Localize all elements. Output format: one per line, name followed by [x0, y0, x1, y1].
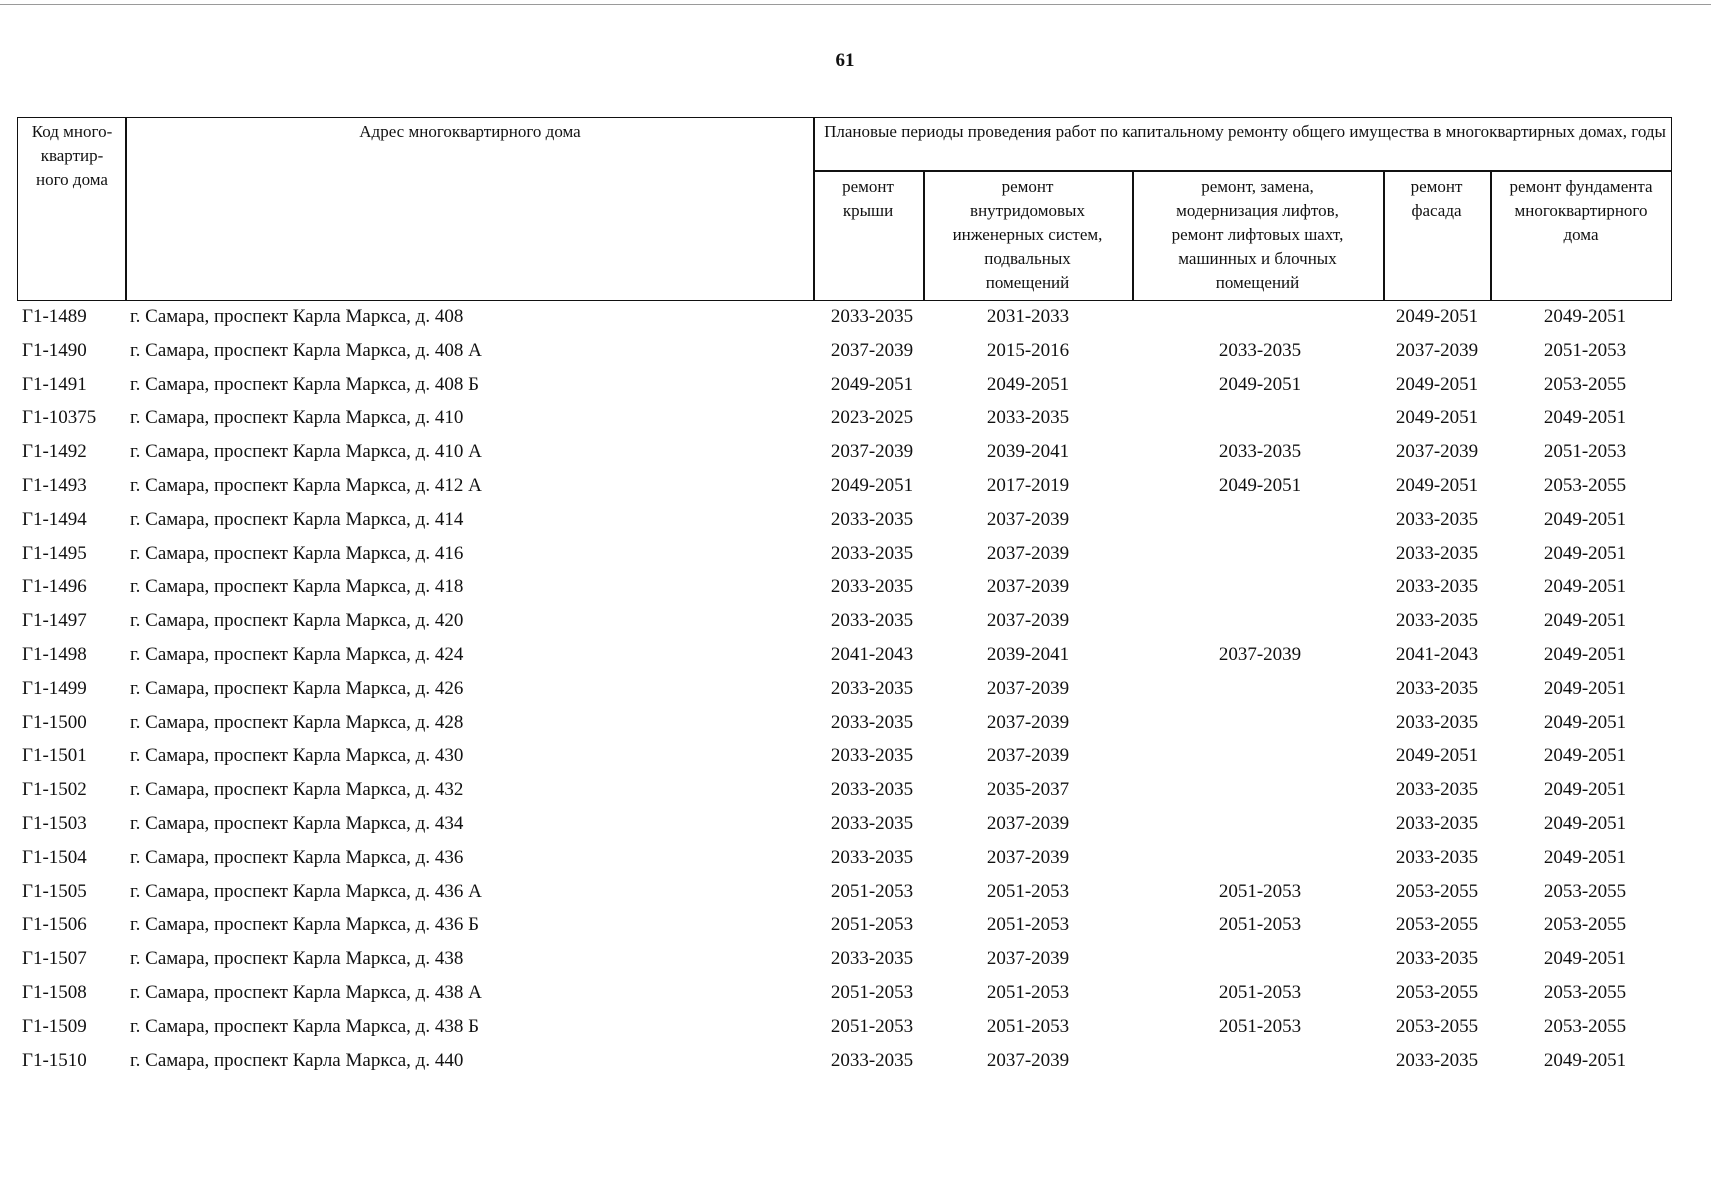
cell-facade: 2033-2035	[1395, 711, 1479, 733]
cell-roof: 2033-2035	[830, 610, 914, 632]
cell-code: Г1-1499	[22, 677, 87, 699]
cell-code: Г1-1508	[22, 982, 87, 1003]
table-row	[0, 469, 1711, 503]
cell-lifts: 2037-2039	[1218, 644, 1302, 665]
table-row	[0, 537, 1711, 571]
cell-address: г. Самара, проспект Карла Маркса, д. 436 А	[130, 880, 482, 902]
cell-foundation: 2049-2051	[1543, 508, 1627, 530]
cell-engineering: 2037-2039	[986, 846, 1070, 868]
cell-facade: 2053-2055	[1395, 982, 1479, 1003]
cell-engineering: 2037-2039	[986, 948, 1070, 970]
cell-roof: 2033-2035	[830, 846, 914, 868]
table-row	[0, 908, 1711, 942]
cell-facade: 2049-2051	[1395, 407, 1479, 429]
cell-facade: 2053-2055	[1395, 914, 1479, 936]
cell-foundation: 2053-2055	[1543, 880, 1627, 902]
cell-address: г. Самара, проспект Карла Маркса, д. 416	[130, 542, 464, 564]
cell-engineering: 2033-2035	[986, 407, 1070, 429]
header-lifts: ремонт, замена, модернизация лифтов, ремонт лифтовых шахт, машинных и блочных помещений	[1171, 177, 1344, 292]
column-divider	[125, 117, 127, 301]
cell-facade: 2033-2035	[1395, 508, 1479, 530]
cell-code: Г1-10375	[22, 407, 97, 429]
table-row	[0, 570, 1711, 604]
cell-foundation: 2051-2053	[1543, 339, 1627, 361]
cell-roof: 2033-2035	[830, 779, 914, 801]
cell-engineering: 2037-2039	[986, 576, 1070, 598]
cell-roof: 2051-2053	[830, 1015, 914, 1037]
cell-foundation: 2051-2053	[1543, 441, 1627, 463]
cell-engineering: 2015-2016	[986, 339, 1070, 361]
cell-foundation: 2049-2051	[1543, 407, 1627, 429]
cell-address: г. Самара, проспект Карла Маркса, д. 408 Б	[130, 373, 480, 395]
cell-engineering: 2031-2033	[986, 306, 1070, 327]
cell-facade: 2049-2051	[1395, 373, 1479, 395]
cell-facade: 2049-2051	[1395, 306, 1479, 327]
cell-roof: 2037-2039	[830, 339, 914, 361]
cell-engineering: 2037-2039	[986, 508, 1070, 530]
table-row	[0, 604, 1711, 638]
cell-code: Г1-1495	[22, 542, 87, 564]
cell-code: Г1-1493	[22, 475, 87, 496]
cell-address: г. Самара, проспект Карла Маркса, д. 410 А	[130, 441, 482, 463]
cell-lifts: 2049-2051	[1218, 373, 1302, 395]
table-row	[0, 976, 1711, 1010]
cell-code: Г1-1496	[22, 576, 87, 598]
cell-code: Г1-1510	[22, 1049, 87, 1071]
table-row	[0, 638, 1711, 672]
cell-facade: 2033-2035	[1395, 610, 1479, 632]
cell-foundation: 2053-2055	[1543, 373, 1627, 395]
cell-facade: 2037-2039	[1395, 441, 1479, 463]
cell-lifts: 2033-2035	[1218, 441, 1302, 463]
cell-facade: 2033-2035	[1395, 813, 1479, 834]
header-engineering: ремонт внутридомовых инженерных систем, подвальных помещений	[952, 177, 1103, 292]
cell-engineering: 2037-2039	[986, 542, 1070, 564]
cell-foundation: 2049-2051	[1543, 306, 1627, 327]
page-number: 61	[835, 50, 855, 71]
cell-foundation: 2053-2055	[1543, 1015, 1627, 1037]
cell-address: г. Самара, проспект Карла Маркса, д. 432	[130, 779, 464, 801]
cell-address: г. Самара, проспект Карла Маркса, д. 440	[130, 1049, 464, 1071]
table-row	[0, 739, 1711, 773]
cell-roof: 2033-2035	[830, 576, 914, 598]
cell-code: Г1-1504	[22, 846, 87, 868]
header-facade: ремонт фасада	[1410, 177, 1463, 220]
cell-lifts: 2049-2051	[1218, 475, 1302, 496]
cell-roof: 2049-2051	[830, 475, 914, 496]
cell-roof: 2037-2039	[830, 441, 914, 463]
cell-facade: 2033-2035	[1395, 677, 1479, 699]
cell-lifts: 2051-2053	[1218, 982, 1302, 1003]
header-planned-periods: Плановые периоды проведения работ по капитальному ремонту общего имущества в многоквартирных домах, годы	[824, 122, 1666, 141]
cell-code: Г1-1492	[22, 441, 87, 463]
cell-address: г. Самара, проспект Карла Маркса, д. 438 Б	[130, 1015, 480, 1037]
cell-facade: 2033-2035	[1395, 779, 1479, 801]
cell-address: г. Самара, проспект Карла Маркса, д. 430	[130, 745, 464, 767]
cell-address: г. Самара, проспект Карла Маркса, д. 418	[130, 576, 464, 598]
header-roof: ремонт крыши	[842, 177, 894, 220]
cell-foundation: 2049-2051	[1543, 846, 1627, 868]
cell-address: г. Самара, проспект Карла Маркса, д. 412 А	[130, 475, 482, 496]
cell-foundation: 2049-2051	[1543, 711, 1627, 733]
cell-roof: 2051-2053	[830, 880, 914, 902]
cell-code: Г1-1501	[22, 745, 87, 767]
cell-roof: 2041-2043	[830, 644, 914, 665]
cell-roof: 2049-2051	[830, 373, 914, 395]
table-row	[0, 1010, 1711, 1044]
cell-engineering: 2039-2041	[986, 644, 1070, 665]
cell-code: Г1-1502	[22, 779, 87, 801]
cell-code: Г1-1494	[22, 508, 87, 530]
cell-engineering: 2037-2039	[986, 610, 1070, 632]
header-code: Код много- квартир- ного дома	[31, 122, 113, 189]
cell-address: г. Самара, проспект Карла Маркса, д. 420	[130, 610, 464, 632]
cell-foundation: 2049-2051	[1543, 677, 1627, 699]
cell-foundation: 2053-2055	[1543, 475, 1627, 496]
cell-facade: 2049-2051	[1395, 475, 1479, 496]
cell-facade: 2033-2035	[1395, 1049, 1479, 1071]
cell-foundation: 2053-2055	[1543, 914, 1627, 936]
cell-roof: 2033-2035	[830, 813, 914, 834]
cell-foundation: 2053-2055	[1543, 982, 1627, 1003]
cell-engineering: 2037-2039	[986, 711, 1070, 733]
cell-address: г. Самара, проспект Карла Маркса, д. 410	[130, 407, 464, 429]
table-row	[0, 706, 1711, 740]
table-row	[0, 368, 1711, 402]
header-divider	[813, 170, 1672, 172]
cell-code: Г1-1503	[22, 813, 87, 834]
cell-code: Г1-1506	[22, 914, 87, 936]
table-row	[0, 841, 1711, 875]
cell-facade: 2033-2035	[1395, 948, 1479, 970]
cell-engineering: 2017-2019	[986, 475, 1070, 496]
cell-engineering: 2037-2039	[986, 813, 1070, 834]
cell-foundation: 2049-2051	[1543, 813, 1627, 834]
cell-code: Г1-1497	[22, 610, 87, 632]
cell-engineering: 2037-2039	[986, 677, 1070, 699]
header-address: Адрес многоквартирного дома	[359, 122, 581, 141]
cell-lifts: 2051-2053	[1218, 1015, 1302, 1037]
page-top-rule	[0, 4, 1711, 5]
cell-roof: 2033-2035	[830, 1049, 914, 1071]
cell-foundation: 2049-2051	[1543, 745, 1627, 767]
cell-code: Г1-1505	[22, 880, 87, 902]
cell-foundation: 2049-2051	[1543, 948, 1627, 970]
cell-code: Г1-1489	[22, 306, 87, 327]
cell-address: г. Самара, проспект Карла Маркса, д. 436	[130, 846, 464, 868]
cell-address: г. Самара, проспект Карла Маркса, д. 408 А	[130, 339, 482, 361]
cell-foundation: 2049-2051	[1543, 644, 1627, 665]
cell-roof: 2033-2035	[830, 542, 914, 564]
cell-engineering: 2035-2037	[986, 779, 1070, 801]
cell-facade: 2033-2035	[1395, 846, 1479, 868]
cell-roof: 2033-2035	[830, 677, 914, 699]
table-row	[0, 401, 1711, 435]
cell-address: г. Самара, проспект Карла Маркса, д. 434	[130, 813, 464, 834]
cell-roof: 2033-2035	[830, 948, 914, 970]
cell-foundation: 2049-2051	[1543, 576, 1627, 598]
cell-engineering: 2051-2053	[986, 880, 1070, 902]
cell-foundation: 2049-2051	[1543, 542, 1627, 564]
cell-facade: 2041-2043	[1395, 644, 1479, 665]
cell-code: Г1-1491	[22, 373, 87, 395]
cell-code: Г1-1500	[22, 711, 87, 733]
table-row	[0, 503, 1711, 537]
cell-lifts: 2051-2053	[1218, 914, 1302, 936]
cell-engineering: 2051-2053	[986, 914, 1070, 936]
table-row	[0, 300, 1711, 334]
table-row	[0, 672, 1711, 706]
table-row	[0, 334, 1711, 368]
cell-facade: 2033-2035	[1395, 542, 1479, 564]
cell-code: Г1-1490	[22, 339, 87, 361]
cell-engineering: 2051-2053	[986, 982, 1070, 1003]
header-foundation: ремонт фундамента многоквартирного дома	[1509, 177, 1653, 244]
cell-foundation: 2049-2051	[1543, 610, 1627, 632]
cell-address: г. Самара, проспект Карла Маркса, д. 428	[130, 711, 464, 733]
cell-roof: 2033-2035	[830, 711, 914, 733]
cell-engineering: 2037-2039	[986, 745, 1070, 767]
table-row	[0, 942, 1711, 976]
cell-roof: 2033-2035	[830, 745, 914, 767]
table-row	[0, 875, 1711, 909]
table-row	[0, 435, 1711, 469]
cell-facade: 2053-2055	[1395, 1015, 1479, 1037]
cell-address: г. Самара, проспект Карла Маркса, д. 438 А	[130, 982, 482, 1003]
cell-engineering: 2039-2041	[986, 441, 1070, 463]
table-row	[0, 807, 1711, 841]
cell-address: г. Самара, проспект Карла Маркса, д. 424	[130, 644, 464, 665]
cell-address: г. Самара, проспект Карла Маркса, д. 408	[130, 306, 464, 327]
cell-roof: 2023-2025	[830, 407, 914, 429]
cell-code: Г1-1509	[22, 1015, 87, 1037]
cell-foundation: 2049-2051	[1543, 779, 1627, 801]
cell-roof: 2051-2053	[830, 982, 914, 1003]
cell-roof: 2033-2035	[830, 508, 914, 530]
cell-lifts: 2033-2035	[1218, 339, 1302, 361]
cell-foundation: 2049-2051	[1543, 1049, 1627, 1071]
cell-address: г. Самара, проспект Карла Маркса, д. 438	[130, 948, 464, 970]
cell-code: Г1-1507	[22, 948, 87, 970]
cell-facade: 2053-2055	[1395, 880, 1479, 902]
cell-facade: 2049-2051	[1395, 745, 1479, 767]
cell-roof: 2033-2035	[830, 306, 914, 327]
cell-engineering: 2049-2051	[986, 373, 1070, 395]
cell-roof: 2051-2053	[830, 914, 914, 936]
table-row	[0, 773, 1711, 807]
cell-code: Г1-1498	[22, 644, 87, 665]
cell-address: г. Самара, проспект Карла Маркса, д. 436 Б	[130, 914, 480, 936]
cell-engineering: 2037-2039	[986, 1049, 1070, 1071]
cell-address: г. Самара, проспект Карла Маркса, д. 426	[130, 677, 464, 699]
cell-lifts: 2051-2053	[1218, 880, 1302, 902]
cell-engineering: 2051-2053	[986, 1015, 1070, 1037]
table-row	[0, 1044, 1711, 1078]
cell-facade: 2037-2039	[1395, 339, 1479, 361]
cell-address: г. Самара, проспект Карла Маркса, д. 414	[130, 508, 464, 530]
cell-facade: 2033-2035	[1395, 576, 1479, 598]
